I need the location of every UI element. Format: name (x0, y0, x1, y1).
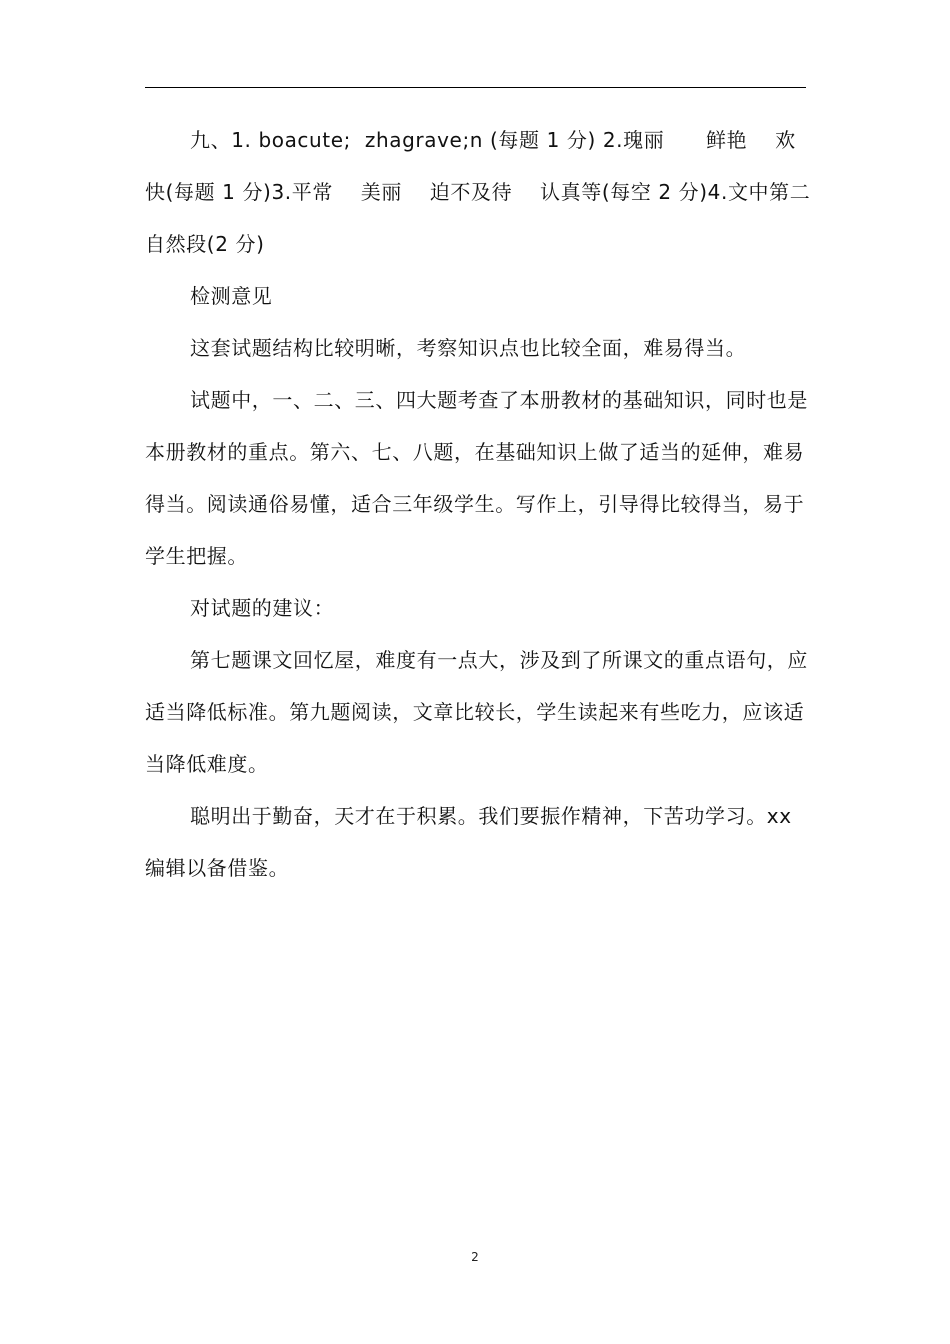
section-heading-suggestions: 对试题的建议： (190, 596, 335, 620)
review-detail-paragraph: 试题中，一、二、三、四大题考查了本册教材的基础知识，同时也是本册教材的重点。第六、七、八题，在基础知识上做了适当的延伸，难易得当。阅读通俗易懂，适合三年级学生。写作上，引导得比较得当，易于学生把握。 (145, 388, 808, 568)
closing-paragraph: 聪明出于勤奋，天才在于积累。我们要振作精神，下苦功学习。xx 编辑以备借鉴。 (145, 804, 799, 880)
review-summary-paragraph: 这套试题结构比较明晰，考察知识点也比较全面，难易得当。 (190, 336, 747, 360)
page-number: 2 (471, 1250, 479, 1264)
section-heading-review: 检测意见 (190, 284, 273, 308)
answer-key-paragraph: 九、1. boacute; zhagrave;n (每题 1 分) 2.瑰丽 鲜艳 欢快(每题 1 分)3.平常 美丽 迫不及待 认真等(每空 2 分)4.文中第二自然段(2 分) (145, 128, 811, 256)
header-rule (145, 87, 806, 88)
suggestion-paragraph: 第七题课文回忆屋，难度有一点大，涉及到了所课文的重点语句，应适当降低标准。第九题阅读，文章比较长，学生读起来有些吃力，应该适当降低难度。 (145, 648, 808, 776)
document-body (145, 114, 813, 894)
